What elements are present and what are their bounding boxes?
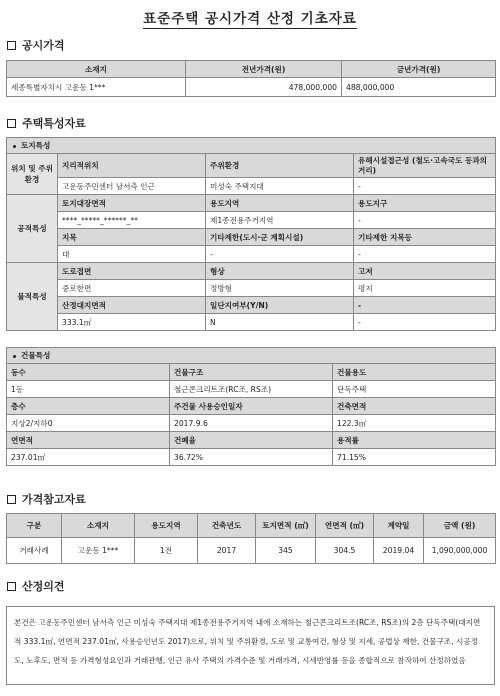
land-subheader: 토지특성 xyxy=(7,138,496,154)
price-prev: 478,000,000 xyxy=(186,78,342,97)
v-road: 중로한면 xyxy=(58,280,206,297)
checkbox-square-icon xyxy=(7,582,16,591)
h-surround: 주위환경 xyxy=(206,154,354,178)
h-zoning-target: 토지대장면적 xyxy=(58,195,206,212)
h-use-district: 용도지구 xyxy=(354,195,496,212)
price-location: 세종특별자치시 고운동 1*** xyxy=(7,78,186,97)
v-height: 평지 xyxy=(354,280,496,297)
h-building-area: 건축면적 xyxy=(333,398,496,415)
v-count: 1동 xyxy=(7,381,170,398)
price-curr: 488,000,000 xyxy=(342,78,496,97)
opinion-text: 본건은 고운동주민센터 남서측 인근 미성숙 주택지대 제1종전용주거지역 내에 소재하는 철근콘크리트조(RC조, RS조)의 2층 단독주택(대지면적 333.1㎡, 연면적 237.01㎡, 사용승인년도 2017)으로, 위치 및 주위환경, 도로 및 교통여건, 형상 및 지세, 공법상 제한, 건물구조, 시공정도, 노후도, 면적 등 가격형성요인과 거래관행, 인근 유사 주택의 가격수준 및 거래가격, 시세반영률 등을 종합적으로 참작하여 산정하였음 xyxy=(6,606,495,685)
h-approval: 주건물 사용승인일자 xyxy=(170,398,333,415)
h-jimok: 지목 xyxy=(58,229,206,246)
v-far: 71.15% xyxy=(333,449,496,466)
v-etc-limit: - xyxy=(206,246,354,263)
v-use: 단독주택 xyxy=(333,381,496,398)
h-structure: 건물구조 xyxy=(170,364,333,381)
checkbox-square-icon xyxy=(7,41,16,50)
bullet-icon xyxy=(13,355,16,358)
section-price-heading: 공시가격 xyxy=(7,37,65,53)
checkbox-square-icon xyxy=(7,119,16,128)
checkbox-square-icon xyxy=(7,495,16,504)
h-calc-area: 산정대지면적 xyxy=(58,297,206,314)
reference-table xyxy=(6,513,496,564)
section-reference-heading: 가격참고자료 xyxy=(7,491,86,507)
v-geo: 고운동주민센터 남서측 인근 xyxy=(58,178,206,195)
v-jimok: 대 xyxy=(58,246,206,263)
price-table xyxy=(6,60,496,97)
bullet-icon xyxy=(13,145,16,148)
price-header-prev: 전년가격(원) xyxy=(186,61,342,78)
v-facility: - xyxy=(354,178,496,195)
v-coverage: 36.72% xyxy=(170,449,333,466)
ref-year: 2017 xyxy=(198,538,256,564)
price-header-location: 소재지 xyxy=(7,61,186,78)
ref-contract: 2019.04 xyxy=(374,538,424,564)
v-etc-other: - xyxy=(354,246,496,263)
public-label: 공적특성 xyxy=(7,195,58,263)
h-far: 용적률 xyxy=(333,432,496,449)
v-use-district: - xyxy=(354,212,496,229)
h-use: 건물용도 xyxy=(333,364,496,381)
section-opinion-heading: 산정의견 xyxy=(7,578,65,594)
building-subheader: 건물특성 xyxy=(7,348,496,364)
h-bundle: 일단지여부(Y/N) xyxy=(206,297,354,314)
v-structure: 철근콘크리트조(RC조, RS조) xyxy=(170,381,333,398)
document-title: 표준주택 공시가격 산정 기초자료 xyxy=(143,11,357,27)
v-floor-area: 237.01㎡ xyxy=(7,449,170,466)
h-road: 도로접면 xyxy=(58,263,206,280)
h-shape: 형상 xyxy=(206,263,354,280)
ref-type: 거래사례 xyxy=(7,538,62,564)
ref-location: 고운동 1*** xyxy=(62,538,135,564)
v-use-area: 제1종전용주거지역 xyxy=(206,212,354,229)
ref-zone: 1전 xyxy=(135,538,198,564)
location-env-label: 위치 및 주위환경 xyxy=(7,154,58,195)
ref-floor-area: 304.5 xyxy=(316,538,374,564)
h-blank: - xyxy=(354,297,496,314)
v-zoning-target: ****_*****_******_** xyxy=(58,212,206,229)
v-bundle: N xyxy=(206,314,354,331)
ref-header-location: 소재지 xyxy=(62,514,135,538)
section-features-heading: 주택특성자료 xyxy=(7,115,86,131)
h-floor-area: 연면적 xyxy=(7,432,170,449)
ref-header-land-area: 토지면적 (㎡) xyxy=(256,514,316,538)
v-shape: 정방형 xyxy=(206,280,354,297)
ref-header-type: 구분 xyxy=(7,514,62,538)
ref-header-amount: 금액 (원) xyxy=(424,514,496,538)
v-calc-area: 333.1㎡ xyxy=(58,314,206,331)
h-facility: 유해시설접근성 (철도·고속국도 등과의 거리) xyxy=(354,154,496,178)
h-floors: 층수 xyxy=(7,398,170,415)
ref-land-area: 345 xyxy=(256,538,316,564)
h-etc-other: 기타제한 지목등 xyxy=(354,229,496,246)
h-use-area: 용도지역 xyxy=(206,195,354,212)
h-coverage: 건폐율 xyxy=(170,432,333,449)
h-geo: 지리적위치 xyxy=(58,154,206,178)
v-floors: 지상2/지하0 xyxy=(7,415,170,432)
ref-amount: 1,090,000,000 xyxy=(424,538,496,564)
v-surround: 미성숙 주택지대 xyxy=(206,178,354,195)
h-etc-limit: 기타제한(도시·군 계획시설) xyxy=(206,229,354,246)
ref-header-contract: 계약일 xyxy=(374,514,424,538)
ref-header-zone: 용도지역 xyxy=(135,514,198,538)
v-blank: - xyxy=(354,314,496,331)
ref-header-floor-area: 연면적 (㎡) xyxy=(316,514,374,538)
v-approval: 2017.9.6 xyxy=(170,415,333,432)
price-header-curr: 금년가격(원) xyxy=(342,61,496,78)
h-height: 고저 xyxy=(354,263,496,280)
h-count: 동수 xyxy=(7,364,170,381)
building-features-table xyxy=(6,347,496,466)
physical-label: 물적특성 xyxy=(7,263,58,331)
ref-header-year: 건축년도 xyxy=(198,514,256,538)
v-building-area: 122.3㎡ xyxy=(333,415,496,432)
land-features-table xyxy=(6,137,496,331)
